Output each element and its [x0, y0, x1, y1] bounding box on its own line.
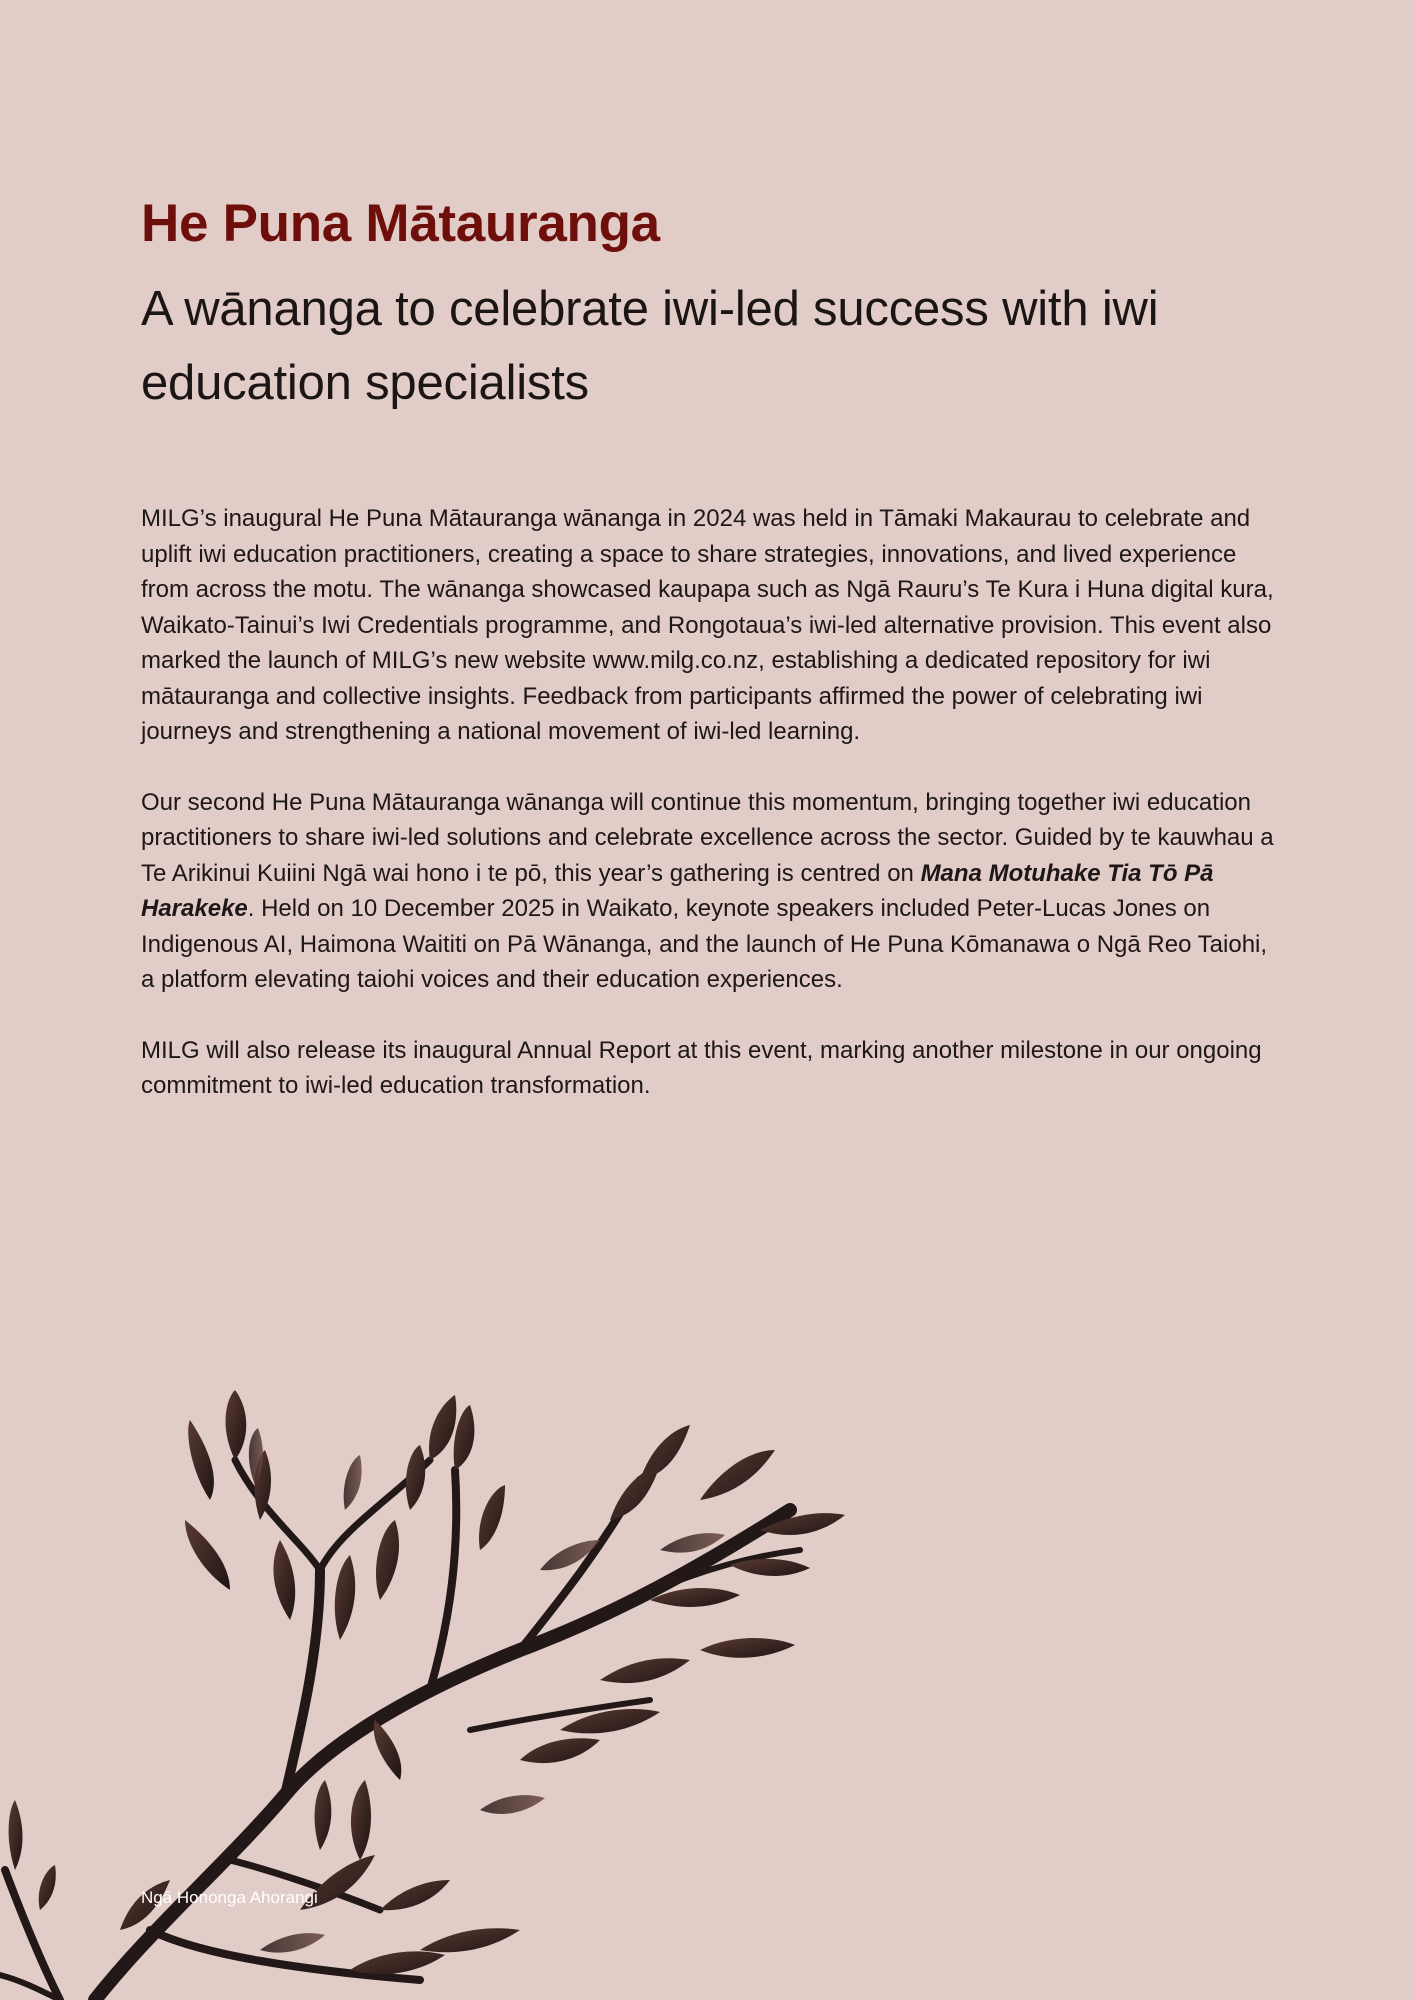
paragraph-2-start: Our second He Puna Mātauranga wānanga will continue this momentum, bringing together iwi education practitioners to share iwi-led solutions and celebrate excellence across the sector. Guided by te kauwhau a Te Arikinui Kuiini Ngā wai hono i te pō, this year’s gathering is centred on	[141, 788, 1274, 887]
page-title: He Puna Mātauranga	[141, 194, 660, 253]
paragraph-2-emphasis: Mana Motuhake Tia Tō Pā Harakeke	[141, 859, 1214, 922]
body-text	[141, 501, 1281, 1139]
paragraph-1: MILG’s inaugural He Puna Mātauranga wānanga in 2024 was held in Tāmaki Makaurau to celebrate and uplift iwi education practitioners, creating a space to share strategies, innovations, and lived experience from across the motu. The wānanga showcased kaupapa such as Ngā Rauru’s Te Kura i Huna digital kura, Waikato-Tainui’s Iwi Credentials programme, and Rongotaua’s iwi-led alternative provision. This event also marked the launch of MILG’s new website www.milg.co.nz, establishing a dedicated repository for iwi mātauranga and collective insights. Feedback from participants affirmed the power of celebrating iwi journeys and strengthening a national movement of iwi-led learning.	[141, 505, 1274, 745]
plant-flower-buds	[9, 1390, 845, 1974]
paragraph-3: MILG will also release its inaugural Annual Report at this event, marking another milestone in our ongoing commitment to iwi-led education transformation.	[141, 1036, 1262, 1099]
harakeke-flower-illustration	[0, 1390, 920, 2000]
page-subtitle: A wānanga to celebrate iwi-led success with iwi education specialists	[141, 282, 1159, 410]
footer-label: Ngā Hononga Ahorangi	[141, 1888, 318, 1907]
paragraph-2-end: . Held on 10 December 2025 in Waikato, keynote speakers included Peter-Lucas Jones on Indigenous AI, Haimona Waititi on Pā Wānanga, and the launch of He Puna Kōmanawa o Ngā Reo Taiohi, a platform elevating taiohi voices and their education experiences.	[141, 895, 1268, 993]
paragraph-2	[141, 785, 1281, 998]
